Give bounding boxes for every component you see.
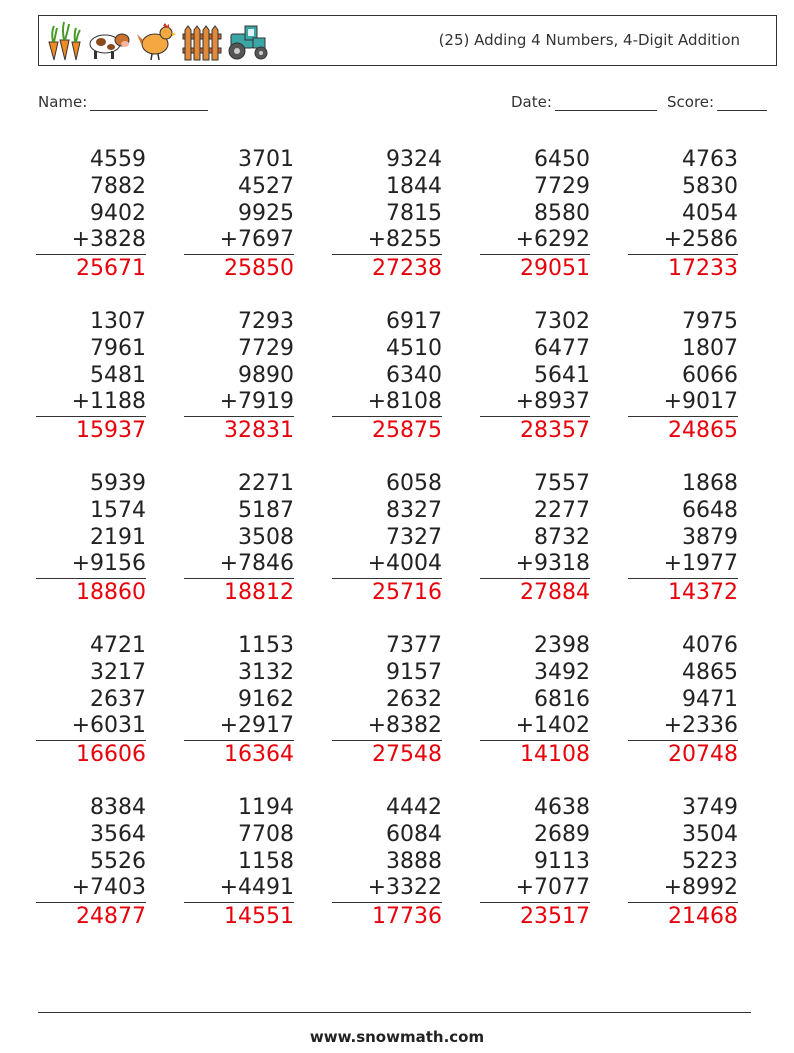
addition-problem (628, 309, 738, 445)
addend: 3564 (90, 821, 146, 847)
addition-problem (480, 147, 590, 283)
addend: 5641 (534, 362, 590, 388)
addition-problem (36, 309, 146, 445)
addend: 7975 (682, 309, 738, 334)
addend: 4076 (682, 633, 738, 658)
addition-problem (628, 471, 738, 607)
last-addend: +4004 (332, 551, 442, 579)
addend: 1868 (682, 471, 738, 496)
answer: 14108 (520, 742, 590, 768)
addend: 7882 (90, 173, 146, 199)
addend: 3701 (238, 147, 294, 172)
last-addend: +8382 (332, 713, 442, 741)
last-addend: +3828 (36, 227, 146, 255)
addend: 8732 (534, 524, 590, 550)
answer: 25716 (372, 580, 442, 606)
addition-problem (184, 309, 294, 445)
answer: 14551 (224, 904, 294, 930)
name-field[interactable] (38, 93, 208, 111)
addition-problem (628, 795, 738, 931)
addend: 6648 (682, 497, 738, 523)
answer: 17736 (372, 904, 442, 930)
addend: 1307 (90, 309, 146, 334)
addend: 2637 (90, 686, 146, 712)
last-addend: +7403 (36, 875, 146, 903)
addend: 1158 (238, 848, 294, 874)
addend: 1574 (90, 497, 146, 523)
addend: 2398 (534, 633, 590, 658)
addend: 1194 (238, 795, 294, 820)
addend: 7708 (238, 821, 294, 847)
last-addend: +6292 (480, 227, 590, 255)
addend: 4865 (682, 659, 738, 685)
addend: 1807 (682, 335, 738, 361)
addition-problem (36, 633, 146, 769)
last-addend: +7077 (480, 875, 590, 903)
answer: 21468 (668, 904, 738, 930)
addend: 7729 (238, 335, 294, 361)
addition-problem (332, 471, 442, 607)
last-addend: +4491 (184, 875, 294, 903)
addition-problem (184, 795, 294, 931)
addend: 3879 (682, 524, 738, 550)
addition-problem (628, 633, 738, 769)
addend: 4527 (238, 173, 294, 199)
addend: 7961 (90, 335, 146, 361)
addend: 4442 (386, 795, 442, 820)
addend: 9157 (386, 659, 442, 685)
footer-site: www.snowmath.com (309, 1028, 485, 1046)
addend: 2632 (386, 686, 442, 712)
addend: 6058 (386, 471, 442, 496)
answer: 24877 (76, 904, 146, 930)
addend: 5830 (682, 173, 738, 199)
date-label: Date: (511, 93, 552, 111)
addend: 5187 (238, 497, 294, 523)
addend: 2191 (90, 524, 146, 550)
addend: 5526 (90, 848, 146, 874)
addend: 5939 (90, 471, 146, 496)
addend: 7327 (386, 524, 442, 550)
last-addend: +7919 (184, 389, 294, 417)
answer: 16606 (76, 742, 146, 768)
addend: 9113 (534, 848, 590, 874)
addend: 3217 (90, 659, 146, 685)
addend: 3132 (238, 659, 294, 685)
answer: 20748 (668, 742, 738, 768)
addend: 3492 (534, 659, 590, 685)
addend: 9471 (682, 686, 738, 712)
addition-problem (480, 795, 590, 931)
cow-icon (87, 20, 131, 62)
addend: 6066 (682, 362, 738, 388)
addition-problem (480, 633, 590, 769)
addend: 5223 (682, 848, 738, 874)
addend: 9324 (386, 147, 442, 172)
name-label: Name: (38, 93, 88, 111)
addition-problem (480, 471, 590, 607)
addition-problem (628, 147, 738, 283)
addend: 6917 (386, 309, 442, 334)
answer: 27238 (372, 256, 442, 282)
last-addend: +2336 (628, 713, 738, 741)
addend: 7377 (386, 633, 442, 658)
addend: 5481 (90, 362, 146, 388)
addition-problem (184, 633, 294, 769)
answer: 18812 (224, 580, 294, 606)
addend: 3749 (682, 795, 738, 820)
addend: 4054 (682, 200, 738, 226)
addend: 4559 (90, 147, 146, 172)
addend: 7293 (238, 309, 294, 334)
name-line (90, 96, 208, 111)
addend: 4638 (534, 795, 590, 820)
answer: 27548 (372, 742, 442, 768)
answer: 29051 (520, 256, 590, 282)
addition-problem (332, 147, 442, 283)
answer: 32831 (224, 418, 294, 444)
footer-divider (38, 1012, 751, 1013)
answer: 27884 (520, 580, 590, 606)
addend: 6084 (386, 821, 442, 847)
score-line (717, 96, 767, 111)
last-addend: +3322 (332, 875, 442, 903)
score-field[interactable] (667, 93, 767, 111)
answer: 18860 (76, 580, 146, 606)
addend: 7557 (534, 471, 590, 496)
addend: 9402 (90, 200, 146, 226)
addend: 2689 (534, 821, 590, 847)
addition-problem (36, 795, 146, 931)
addend: 7302 (534, 309, 590, 334)
addend: 9890 (238, 362, 294, 388)
addend: 7815 (386, 200, 442, 226)
addend: 2277 (534, 497, 590, 523)
addend: 2271 (238, 471, 294, 496)
addend: 4763 (682, 147, 738, 172)
addend: 3888 (386, 848, 442, 874)
last-addend: +8108 (332, 389, 442, 417)
addend: 6816 (534, 686, 590, 712)
last-addend: +8992 (628, 875, 738, 903)
addend: 4510 (386, 335, 442, 361)
answer: 16364 (224, 742, 294, 768)
addition-problem (332, 309, 442, 445)
worksheet-title: (25) Adding 4 Numbers, 4-Digit Addition (438, 31, 740, 49)
addend: 8580 (534, 200, 590, 226)
worksheet-header (38, 15, 777, 66)
addend: 6477 (534, 335, 590, 361)
last-addend: +8255 (332, 227, 442, 255)
answer: 28357 (520, 418, 590, 444)
addend: 8384 (90, 795, 146, 820)
carrots-icon (45, 20, 83, 62)
last-addend: +1977 (628, 551, 738, 579)
answer: 17233 (668, 256, 738, 282)
last-addend: +7846 (184, 551, 294, 579)
addend: 8327 (386, 497, 442, 523)
addition-problem (332, 795, 442, 931)
addition-problem (36, 147, 146, 283)
last-addend: +6031 (36, 713, 146, 741)
last-addend: +1188 (36, 389, 146, 417)
addend: 4721 (90, 633, 146, 658)
addend: 1844 (386, 173, 442, 199)
addend: 9925 (238, 200, 294, 226)
addition-problem (332, 633, 442, 769)
addend: 3508 (238, 524, 294, 550)
last-addend: +7697 (184, 227, 294, 255)
fence-icon (181, 20, 223, 62)
last-addend: +8937 (480, 389, 590, 417)
last-addend: +2586 (628, 227, 738, 255)
answer: 25875 (372, 418, 442, 444)
addition-problem (36, 471, 146, 607)
addend: 6340 (386, 362, 442, 388)
addition-problem (184, 471, 294, 607)
last-addend: +9156 (36, 551, 146, 579)
answer: 25850 (224, 256, 294, 282)
hen-icon (135, 20, 177, 62)
addend: 3504 (682, 821, 738, 847)
addition-problem (184, 147, 294, 283)
addend: 1153 (238, 633, 294, 658)
last-addend: +9017 (628, 389, 738, 417)
last-addend: +1402 (480, 713, 590, 741)
score-label: Score: (667, 93, 715, 111)
date-field[interactable] (511, 93, 657, 111)
tractor-icon (225, 20, 271, 62)
answer: 15937 (76, 418, 146, 444)
date-line (555, 96, 657, 111)
answer: 23517 (520, 904, 590, 930)
addend: 7729 (534, 173, 590, 199)
addend: 9162 (238, 686, 294, 712)
answer: 14372 (668, 580, 738, 606)
addition-problem (480, 309, 590, 445)
answer: 25671 (76, 256, 146, 282)
last-addend: +2917 (184, 713, 294, 741)
answer: 24865 (668, 418, 738, 444)
last-addend: +9318 (480, 551, 590, 579)
addend: 6450 (534, 147, 590, 172)
